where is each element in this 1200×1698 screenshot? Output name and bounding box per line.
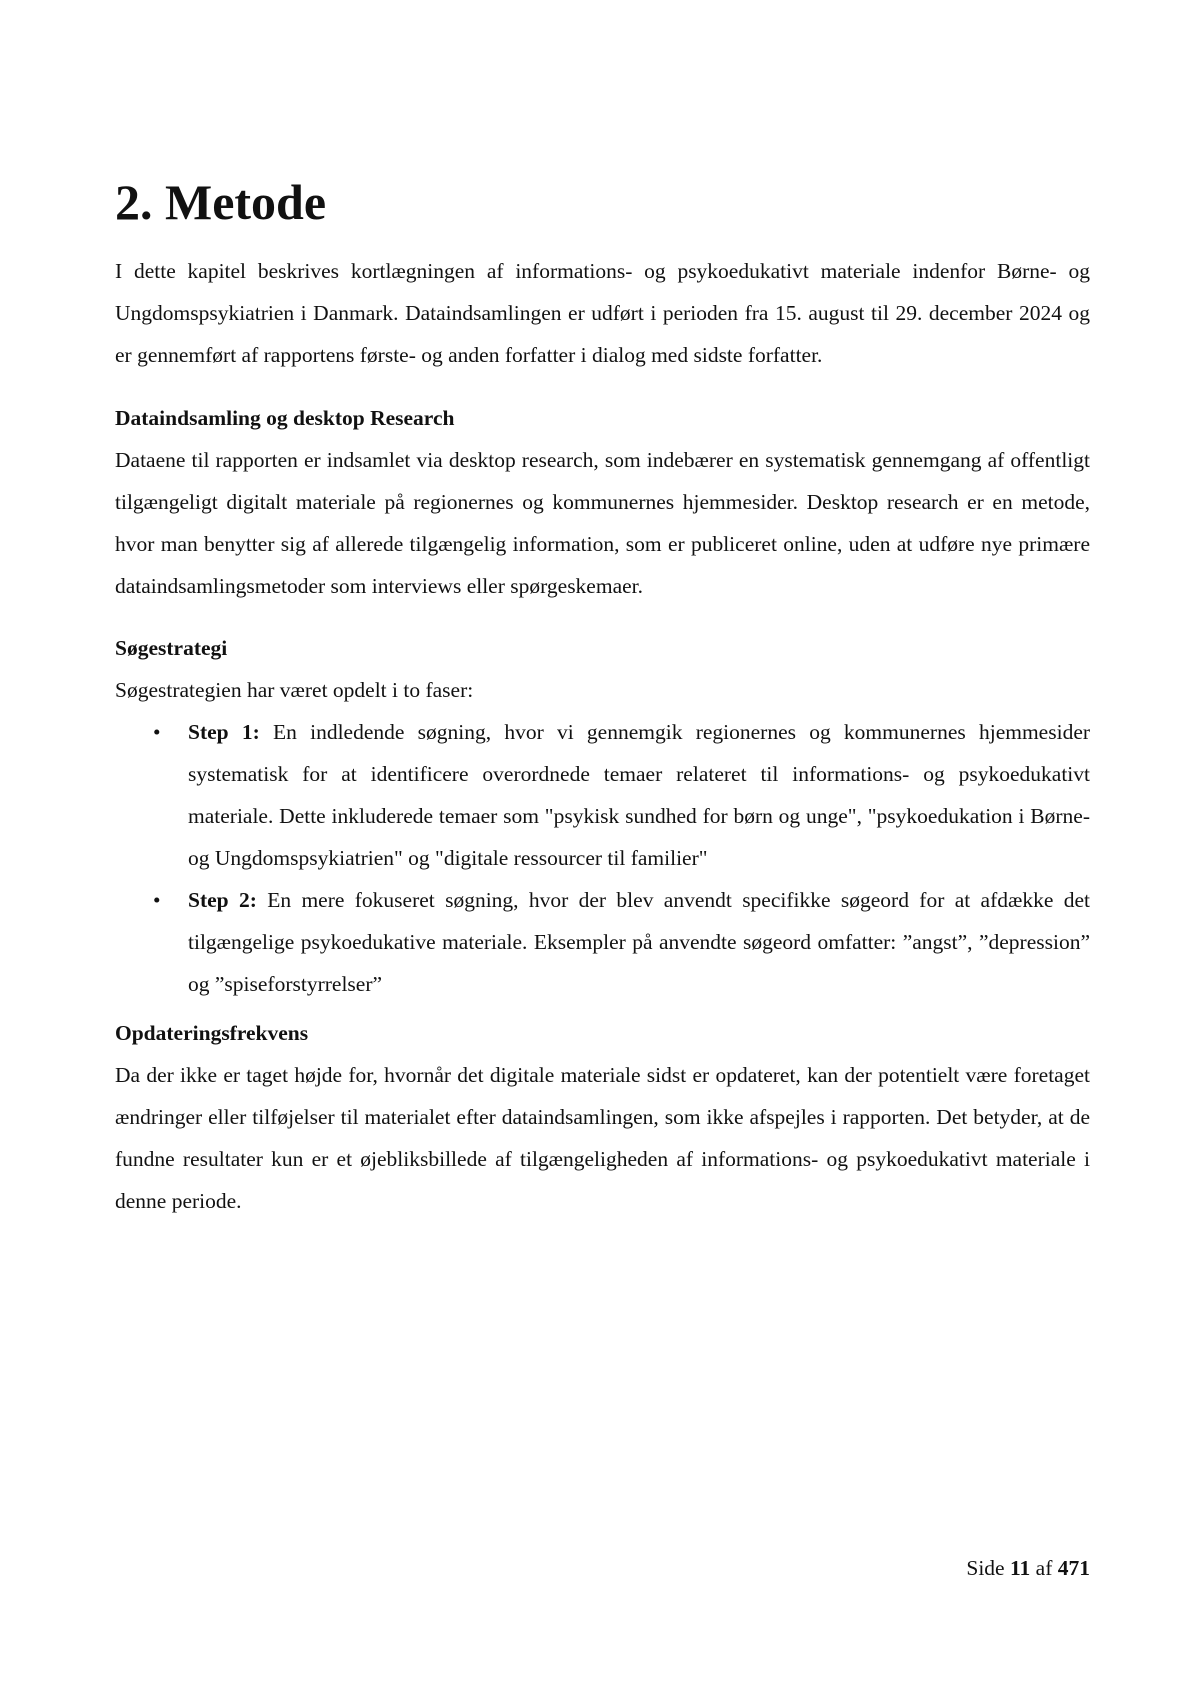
total-pages-number: 471 [1057, 1556, 1090, 1580]
section-soegestrategi [115, 627, 1090, 1005]
step-text: En mere fokuseret søgning, hvor der blev anvendt specifikke søgeord for at afdække det tilgængelige psykoedukative materiale. Eksempler på anvendte søgeord omfatter: ”angst”, ”depression” og ”spiseforstyrrelser” [188, 888, 1091, 996]
section-heading-soegestrategi: Søgestrategi [115, 636, 228, 660]
section-opdatering [115, 1012, 1090, 1222]
section-intro-soegestrategi: Søgestrategien har været opdelt i to faser: [115, 678, 474, 702]
step-label: Step 1: [188, 720, 260, 744]
footer-of-word: af [1035, 1556, 1053, 1580]
footer-prefix: Side [966, 1556, 1005, 1580]
chapter-title: 2. Metode [115, 174, 327, 230]
intro-paragraph: I dette kapitel beskrives kortlægningen af informations- og psykoedukativt materiale indenfor Børne- og Ungdomspsykiatrien i Danmark. Dataindsamlingen er udført i perioden fra 15. august til 29. december 2024 og er gennemført af rapportens første- og anden forfatter i dialog med sidste forfatter. [115, 259, 1090, 367]
document-page [115, 0, 1090, 1698]
page-number-footer [966, 1553, 1090, 1583]
step-label: Step 2: [188, 888, 257, 912]
list-item [115, 879, 1090, 1005]
bullet-icon: • [153, 888, 161, 912]
bullet-icon: • [153, 720, 161, 744]
section-dataindsamling [115, 397, 1090, 607]
list-item [115, 711, 1090, 879]
section-body-dataindsamling: Dataene til rapporten er indsamlet via desktop research, som indebærer en systematisk gennemgang af offentligt tilgængeligt digitalt materiale på regionernes og kommunernes hjemmesider. Desktop research er en metode, hvor man benytter sig af allerede tilgængelig information, som er publiceret online, uden at udføre nye primære dataindsamlingsmetoder som interviews eller spørgeskemaer. [115, 448, 1090, 598]
step-text: En indledende søgning, hvor vi gennemgik regionernes og kommunernes hjemmesider systematisk for at identificere overordnede temaer relateret til informations- og psykoedukativt materiale. Dette inkluderede temaer som "psykisk sundhed for børn og unge", "psykoedukation i Børne- og Ungdomspsykiatrien" og "digitale ressourcer til familier" [188, 720, 1091, 870]
step-list [115, 711, 1090, 1005]
section-body-opdatering: Da der ikke er taget højde for, hvornår det digitale materiale sidst er opdateret, kan der potentielt være foretaget ændringer eller tilføjelser til materialet efter dataindsamlingen, som ikke afspejles i rapporten. Det betyder, at de fundne resultater kun er et øjebliksbillede af tilgængeligheden af informations- og psykoedukativt materiale i denne periode. [115, 1063, 1090, 1213]
current-page-number: 11 [1009, 1556, 1031, 1580]
section-heading-opdatering: Opdateringsfrekvens [115, 1021, 309, 1045]
section-heading-dataindsamling: Dataindsamling og desktop Research [115, 406, 455, 430]
